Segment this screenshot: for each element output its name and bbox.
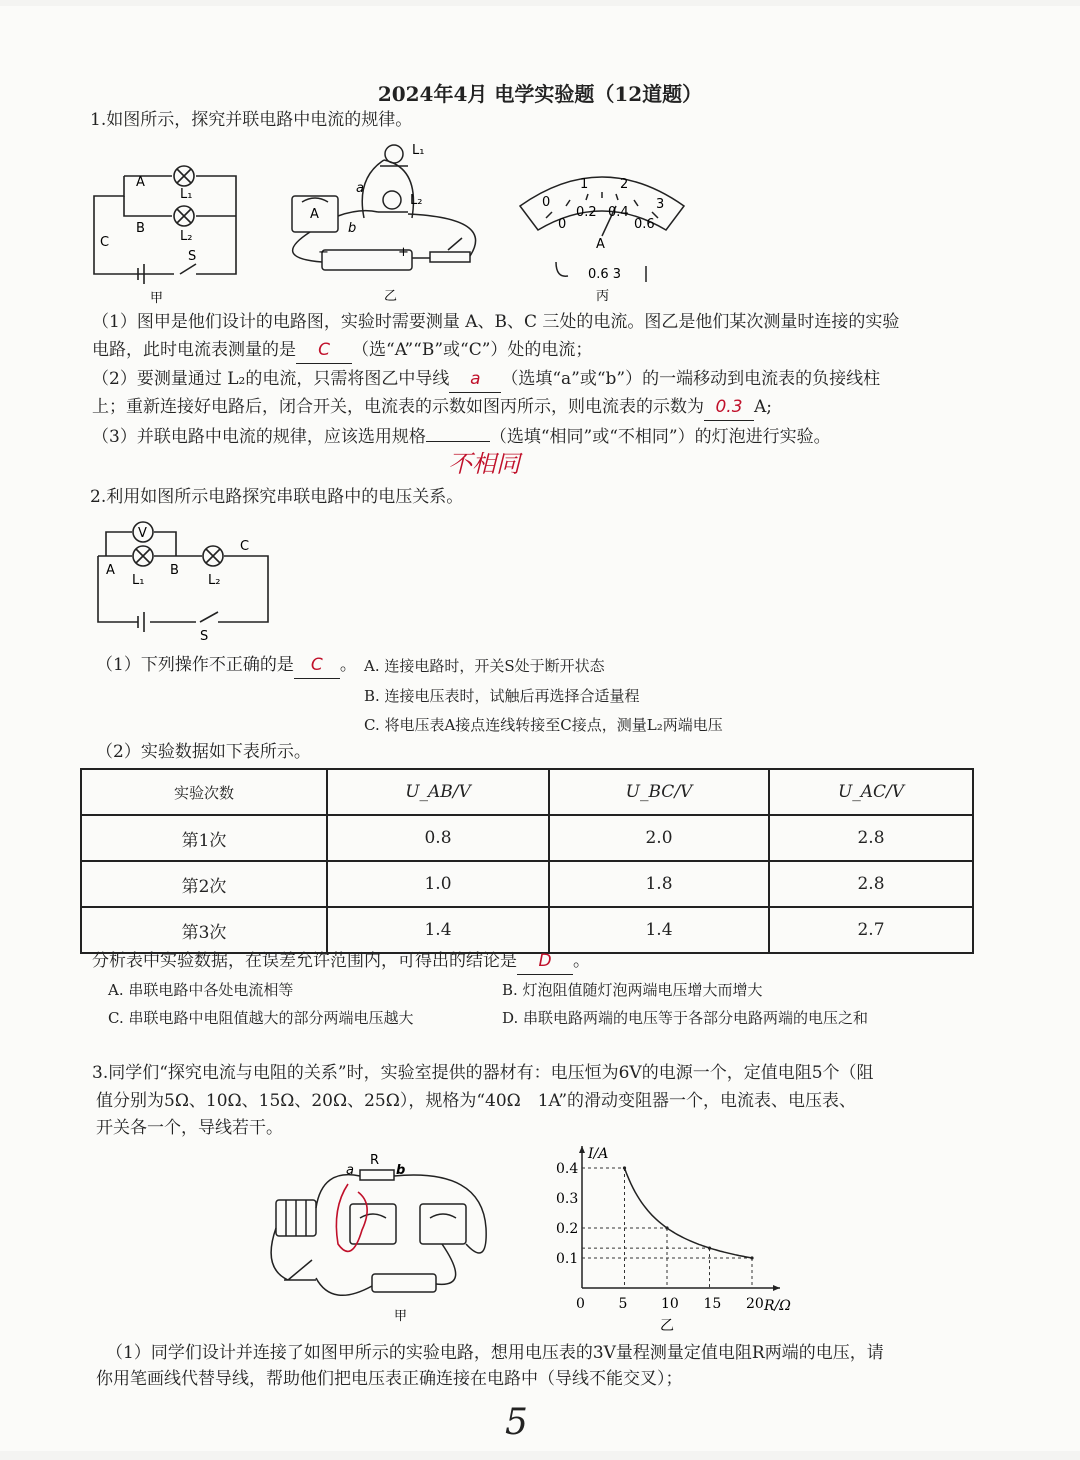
q3-stem-line1: 3.同学们“探究电流与电阻的关系”时，实验室提供的器材有：电压恒为6V的电源一个，定值电阻5个（阻: [92, 1063, 874, 1083]
q1-jia-label-C: C: [100, 235, 110, 250]
y-tick-label: 0.3: [556, 1191, 579, 1207]
q2-data-table: [80, 768, 974, 954]
q1-p3-line: [92, 426, 831, 450]
q2-p2-line: （2）实验数据如下表所示。: [96, 742, 311, 762]
table-cell: 第2次: [81, 861, 327, 907]
q1-dial-bot-0: 0: [558, 217, 567, 232]
q2-option-A: A. 连接电路时，开关S处于断开状态: [364, 657, 605, 675]
data-point: [623, 1166, 626, 1169]
series-curve: [625, 1168, 753, 1258]
q2-fig-A: A: [106, 563, 115, 578]
q2-fig-B: B: [170, 563, 179, 578]
q1-p3-blank: [426, 441, 490, 442]
table-row: [81, 861, 973, 907]
q1-p1-text-b: （选“A”“B”或“C”）处的电流；: [352, 340, 593, 360]
q3-current-resistance-chart: [540, 1146, 800, 1336]
page-number: 5: [505, 1402, 528, 1443]
q1-dial-top-1: 1: [580, 177, 589, 192]
table-cell: 2.8: [769, 815, 973, 861]
q3-stem-line3: 开关各一个，导线若干。: [96, 1118, 283, 1138]
q2-conclusion-answer: D: [517, 950, 573, 975]
q1-p2-text-a: （2）要测量通过 L₂的电流，只需将图乙中导线: [92, 369, 450, 389]
q1-dial-bot-1: 0.2: [576, 205, 597, 220]
q2-concl-option-A: A. 串联电路中各处电流相等: [108, 981, 294, 999]
q2-concl-option-C: C. 串联电路中电阻值越大的部分两端电压越大: [108, 1009, 414, 1027]
q1-dial-top-3: 3: [656, 197, 665, 212]
table-cell: 2.7: [769, 907, 973, 953]
q1-dial-unit: A: [596, 237, 605, 252]
q3-fig-b: b: [396, 1163, 406, 1178]
q1-jia-label-B: B: [136, 221, 145, 236]
q1-p3-text-a: （3）并联电路中电流的规律，应该选用规格: [92, 427, 426, 447]
q1-p2-text-d: A;: [754, 397, 773, 417]
page-title: 2024年4月 电学实验题（12道题）: [377, 82, 703, 106]
q1-dial-terminals: 0.6 3: [588, 267, 622, 282]
q2-p1-answer: C: [294, 654, 340, 679]
y-tick-label: 0.4: [556, 1161, 579, 1177]
q1-p2-answer2: 0.3: [704, 396, 754, 421]
q3-p1-line1: （1）同学们设计并连接了如图甲所示的实验电路，想用电压表的3V量程测量定值电阻R两端的电压，请: [106, 1343, 884, 1363]
q3-jia-caption: 甲: [394, 1309, 408, 1324]
table-header-cell: 实验次数: [81, 769, 327, 815]
q3-circuit-jia: [262, 1148, 502, 1328]
x-tick-label: 20: [746, 1296, 764, 1312]
table-cell: 2.0: [549, 815, 769, 861]
q2-fig-L1: L₁: [132, 573, 145, 588]
y-axis-arrow: [579, 1146, 585, 1153]
q1-yi-label-a: a: [356, 181, 364, 196]
q1-dial-top-2: 2: [620, 177, 629, 192]
y-axis-label: I/A: [588, 1146, 609, 1162]
q2-concl-option-B: B. 灯泡阻值随灯泡两端电压增大而增大: [502, 981, 763, 999]
table-cell: 第3次: [81, 907, 327, 953]
q2-fig-C: C: [240, 539, 250, 554]
q1-p1-line2: [92, 339, 592, 364]
q1-p3-answer: 不相同: [448, 450, 520, 478]
table-header-cell: U_AB/V: [327, 769, 549, 815]
q1-jia-label-S: S: [188, 249, 197, 264]
table-row: [81, 815, 973, 861]
q1-bing-caption: 丙: [596, 289, 610, 304]
q1-p2-line1: [92, 368, 880, 393]
table-cell: 1.4: [327, 907, 549, 953]
x-tick-label: 5: [618, 1296, 628, 1312]
q1-stem: 1.如图所示，探究并联电路中电流的规律。: [90, 110, 413, 130]
table-cell: 第1次: [81, 815, 327, 861]
q3-stem-line2: 值分别为5Ω、10Ω、15Ω、20Ω、25Ω），规格为“40Ω 1A”的滑动变阻器一个，电流表、电压表、: [96, 1091, 857, 1111]
table-cell: 1.8: [549, 861, 769, 907]
q1-ammeter-bing: [516, 166, 688, 306]
q2-circuit: [92, 516, 272, 644]
data-point: [750, 1256, 753, 1259]
q2-fig-S: S: [200, 629, 209, 644]
q1-yi-minus: −: [318, 245, 329, 260]
q1-p1-text-a: 电路，此时电流表测量的是: [92, 340, 296, 360]
q1-yi-label-L1: L₁: [412, 143, 425, 158]
q2-option-C: C. 将电压表A接点连线转接至C接点，测量L₂两端电压: [364, 716, 723, 734]
q1-jia-caption: 甲: [150, 291, 164, 306]
x-tick-label: 10: [661, 1296, 679, 1312]
q2-stem: 2.利用如图所示电路探究串联电路中的电压关系。: [90, 487, 464, 507]
q3-fig-R: R: [370, 1153, 380, 1168]
table-header-row: [81, 769, 973, 815]
q1-p2-line2: [92, 396, 772, 421]
q3-fig-a: a: [346, 1163, 354, 1178]
q2-fig-L2: L₂: [208, 573, 221, 588]
table-header-cell: U_AC/V: [769, 769, 973, 815]
x-tick-label: 0: [576, 1296, 585, 1312]
q1-p1-answer: C: [296, 339, 352, 364]
q1-p2-text-c: 上；重新连接好电路后，闭合开关，电流表的示数如图丙所示，则电流表的示数为: [92, 397, 704, 417]
table-cell: 1.0: [327, 861, 549, 907]
q1-jia-label-L2: L₂: [180, 229, 193, 244]
table-header-cell: U_BC/V: [549, 769, 769, 815]
q1-yi-label-b: b: [348, 221, 357, 236]
data-point: [665, 1226, 668, 1229]
q1-yi-plus: +: [398, 245, 409, 260]
y-tick-label: 0.1: [556, 1251, 579, 1267]
q2-option-B: B. 连接电压表时，试触后再选择合适量程: [364, 687, 640, 705]
q3-p1-line2: 你用笔画线代替导线，帮助他们把电压表正确连接在电路中（导线不能交叉）；: [96, 1369, 683, 1389]
q2-concl-option-D: D. 串联电路两端的电压等于各部分电路两端的电压之和: [502, 1009, 869, 1027]
q1-dial-bot-3: 0.6: [634, 217, 655, 232]
q1-jia-label-L1: L₁: [180, 187, 193, 202]
x-axis-arrow: [773, 1285, 780, 1291]
y-tick-label: 0.2: [556, 1221, 579, 1237]
q2-fig-V: V: [138, 526, 147, 541]
chart-caption: 乙: [660, 1318, 674, 1334]
data-point: [708, 1247, 711, 1250]
q1-p2-text-b: （选填“a”或“b”）的一端移动到电流表的负接线柱: [501, 369, 881, 389]
x-tick-label: 15: [703, 1296, 722, 1312]
document-page: [0, 6, 1080, 1451]
q1-yi-meter-A: A: [310, 207, 319, 222]
q2-conclusion-text: 分析表中实验数据，在误差允许范围内，可得出的结论是: [92, 951, 517, 971]
q2-p1-line: （1）下列操作不正确的是 C 。: [96, 654, 357, 679]
table-cell: 1.4: [549, 907, 769, 953]
table-row: [81, 907, 973, 953]
q1-p1-line1: （1）图甲是他们设计的电路图，实验时需要测量 A、B、C 三处的电流。图乙是他们某次测量时连接的实验: [92, 312, 900, 332]
table-cell: 0.8: [327, 815, 549, 861]
x-axis-label: R/Ω: [764, 1298, 791, 1314]
q1-yi-caption: 乙: [384, 289, 398, 304]
q1-p2-answer: a: [449, 368, 501, 393]
q2-conclusion-line: 分析表中实验数据，在误差允许范围内，可得出的结论是 D 。: [92, 950, 590, 975]
q1-circuit-yi: [280, 138, 495, 304]
q1-dial-top-0: 0: [542, 195, 551, 210]
q2-p1-text: （1）下列操作不正确的是: [96, 655, 294, 675]
q1-p3-text-b: （选填“相同”或“不相同”）的灯泡进行实验。: [489, 427, 831, 447]
q1-yi-label-L2: L₂: [410, 193, 423, 208]
table-cell: 2.8: [769, 861, 973, 907]
q1-circuit-jia: [88, 156, 248, 306]
q1-dial-bot-2: 0.4: [608, 205, 629, 220]
q1-jia-label-A: A: [136, 175, 145, 190]
